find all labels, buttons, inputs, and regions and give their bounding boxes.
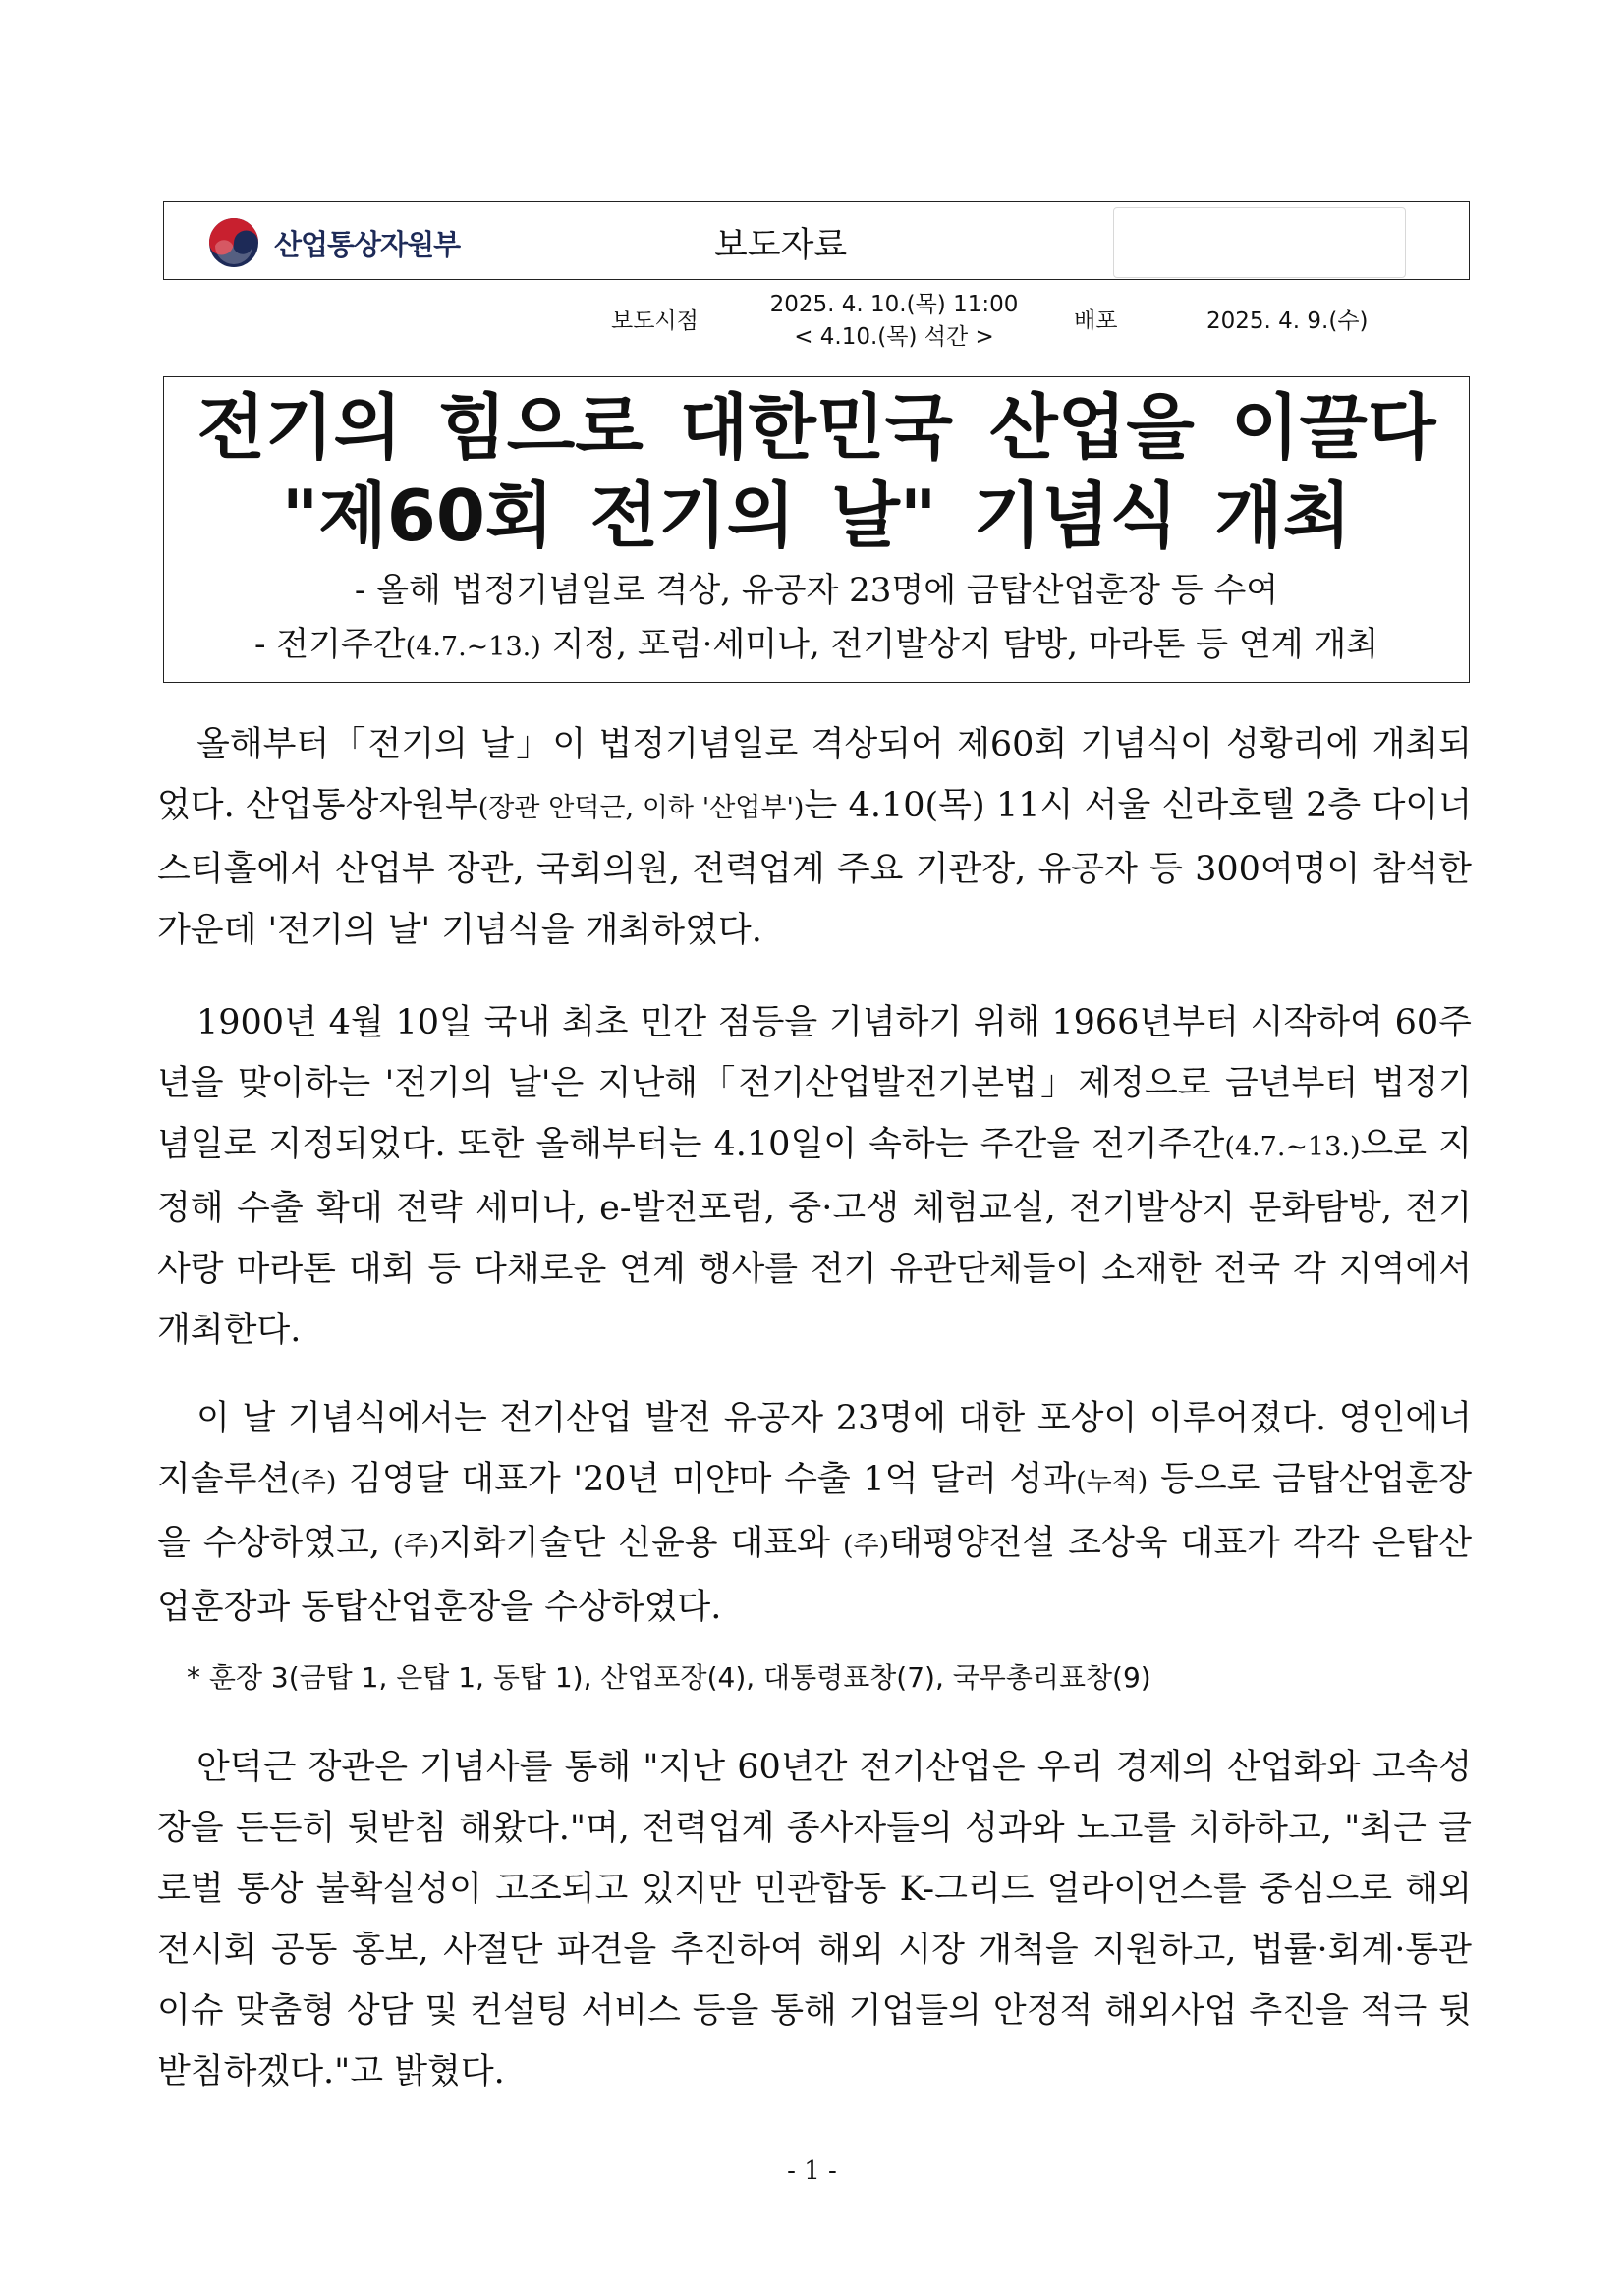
paragraph-3-s1: (주): [290, 1467, 337, 1497]
subheadline-2-pre: - 전기주간: [253, 625, 406, 664]
headline-line-2: "제60회 전기의 날" 기념식 개최: [281, 475, 1352, 557]
distribution-label: 배포: [1074, 308, 1118, 334]
award-footnote: * 훈장 3(금탑 1, 은탑 1, 동탑 1), 산업포장(4), 대통령표창(7), 국무총리표창(9): [187, 1661, 1151, 1694]
paragraph-3-s2: (누적): [1076, 1467, 1148, 1497]
paragraph-1-note: (장관 안덕근, 이하 '산업부'): [477, 793, 805, 823]
paragraph-4-text: 안덕근 장관은 기념사를 통해 "지난 60년간 전기산업은 우리 경제의 산업화와 고속성장을 든든히 뒷받침 해왔다."며, 전력업계 종사자들의 성과와 노고를 치하하고, "최근 글로벌 통상 불확실성이 고조되고 있지만 민관합동 K-그리드 얼라이언스를 중심으로 해외 전시회 공동 홍보, 사절단 파견을 추진하여 해외 시장 개척을 지원하고, 법률·회계·통관 이슈 맞춤형 상담 및 컨설팅 서비스 등을 통해 기업들의 안정적 해외사업 추진을 적극 뒷받침하겠다."고 밝혔다.: [157, 1748, 1473, 2092]
paragraph-3-d: 지화기술단 신윤용 대표와: [439, 1524, 843, 1563]
paragraph-3: [157, 1388, 1472, 1638]
paragraph-3-s3: (주): [392, 1531, 440, 1561]
paragraph-2-a: 1900년 4월 10일 국내 최초 민간 점등을 기념하기 위해 1966년부터 시작하여 60주년을 맞이하는 '전기의 날'은 지난해「전기산업발전기본법」제정으로 금년부터 법정기념일로 지정되었다. 또한 올해부터는 4.10일이 속하는 주간을 전기주간: [157, 1003, 1472, 1164]
embargo-date: [742, 289, 1046, 354]
embargo-label: 보도시점: [611, 308, 699, 334]
subheadline-2-post: 지정, 포럼·세미나, 전기발상지 탐방, 마라톤 등 연계 개최: [540, 625, 1379, 664]
paragraph-1-b: 는 4.10(목) 11시 서울 신라호텔 2층 다이너스티홀에서 산업부 장관, 국회의원, 전력업계 주요 기관장, 유공자 등 300여명이 참석한 가운데 '전기의 날' 기념식을 개최하였다.: [157, 786, 1473, 950]
subheadline-2-dates: (4.7.~13.): [405, 632, 541, 662]
paragraph-3-c: 등으로 금탑산업훈장을 수상하였고,: [157, 1460, 1473, 1563]
taegeuk-emblem-icon: [207, 216, 260, 269]
paragraph-2: [157, 992, 1472, 1361]
paragraph-2-note: (4.7.~13.): [1224, 1132, 1361, 1162]
paragraph-3-s4: (주): [842, 1531, 890, 1561]
embargo-datetime: 2025. 4. 10.(목) 11:00: [769, 292, 1019, 317]
title-box: [163, 376, 1470, 683]
paragraph-1: [157, 714, 1472, 961]
subheadline-1: - 올해 법정기념일로 격상, 유공자 23명에 금탑산업훈장 등 수여: [354, 571, 1279, 610]
ministry-logo: [207, 216, 460, 269]
paragraph-2-b: 으로 지정해 수출 확대 전략 세미나, e-발전포럼, 중·고생 체험교실, 전기발상지 문화탐방, 전기사랑 마라톤 대회 등 다채로운 연계 행사를 전기 유관단체들이 소재한 전국 각 지역에서 개최한다.: [157, 1125, 1472, 1350]
paragraph-3-b: 김영달 대표가 '20년 미얀마 수출 1억 달러 성과: [336, 1460, 1077, 1499]
headline-line-1: 전기의 힘으로 대한민국 산업을 이끌다: [196, 386, 1436, 469]
ministry-name: 산업통상자원부: [274, 227, 461, 261]
paragraph-3-a: 이 날 기념식에서는 전기산업 발전 유공자 23명에 대한 포상이 이루어졌다. 영인에너지솔루션: [157, 1399, 1472, 1499]
header-box: [163, 201, 1470, 280]
doc-type-label: 보도자료: [714, 226, 848, 265]
page-number: - 1 -: [787, 2156, 837, 2186]
paragraph-4: [157, 1737, 1472, 2102]
embargo-note: < 4.10.(목) 석간 >: [794, 324, 994, 350]
subheadline-2: [164, 618, 1469, 674]
distribution-date: 2025. 4. 9.(수): [1206, 308, 1369, 334]
paragraph-1-a: 올해부터「전기의 날」이 법정기념일로 격상되어 제60회 기념식이 성황리에 개최되었다. 산업통상자원부: [157, 725, 1472, 825]
paragraph-3-e: 태평양전설 조상욱 대표가 각각 은탑산업훈장과 동탑산업훈장을 수상하였다.: [157, 1524, 1472, 1627]
stamp-box: [1113, 207, 1406, 278]
